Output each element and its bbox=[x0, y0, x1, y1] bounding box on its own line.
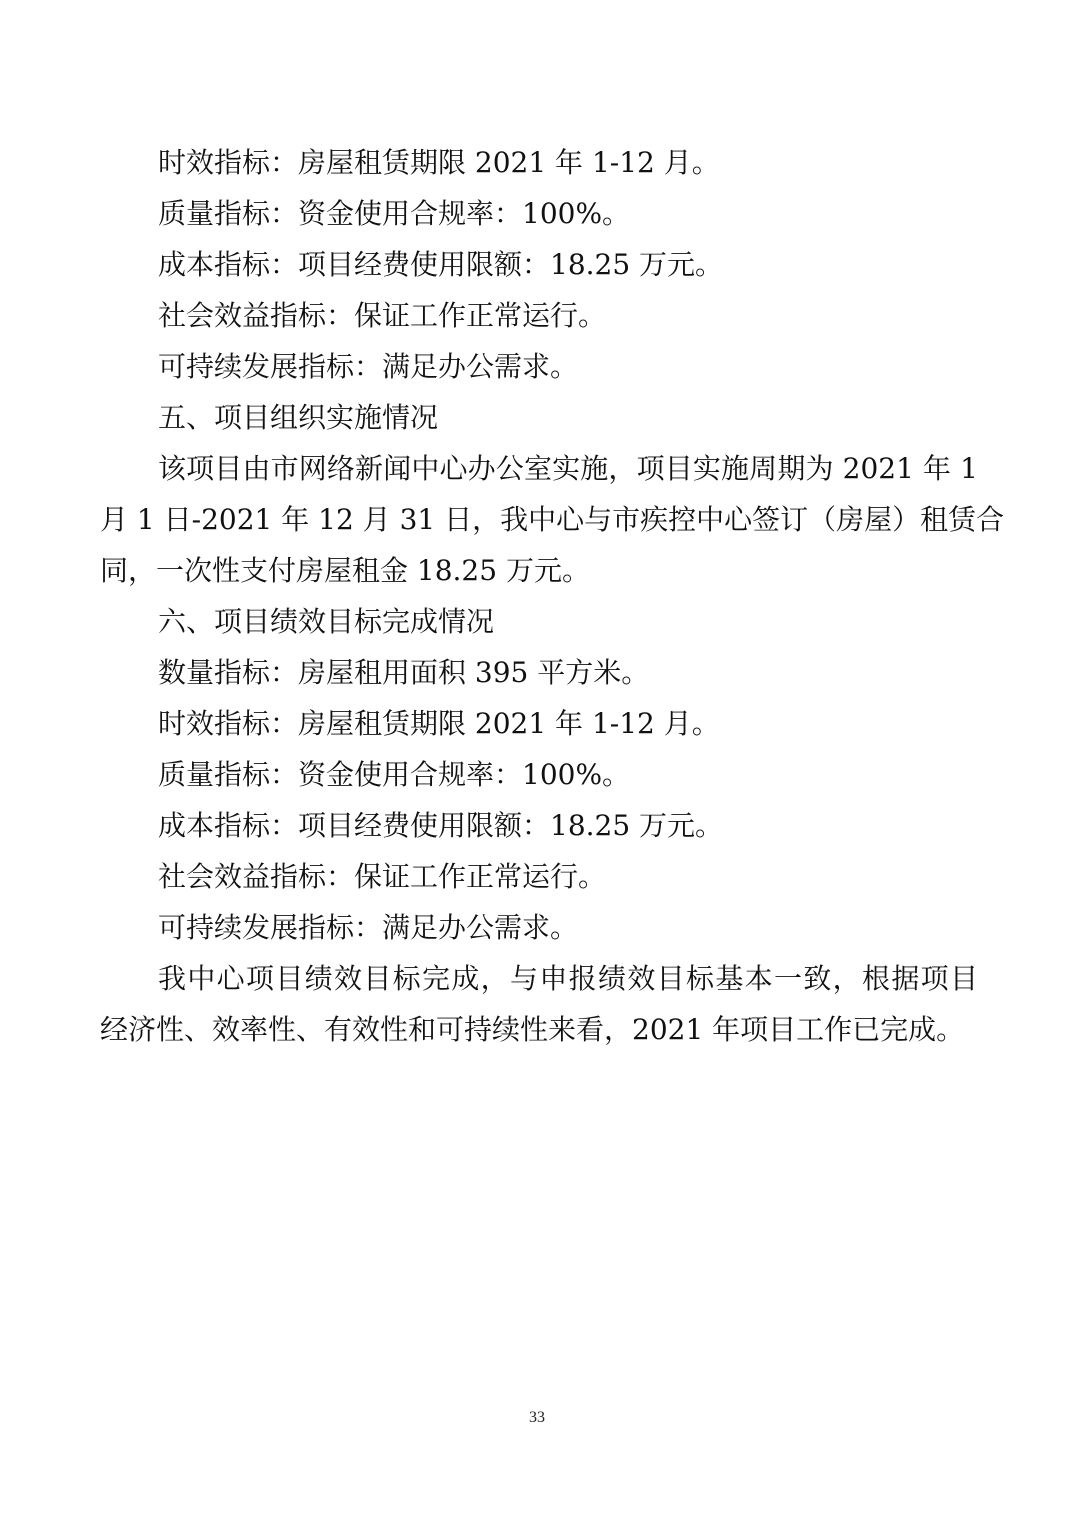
text-line: 数量指标：房屋租用面积 395 平方米。 bbox=[158, 656, 650, 689]
text-line: 可持续发展指标：满足办公需求。 bbox=[158, 911, 579, 944]
text-line: 成本指标：项目经费使用限额：18.25 万元。 bbox=[158, 809, 724, 842]
section-heading: 六、项目绩效目标完成情况 bbox=[158, 605, 495, 638]
text-line: 时效指标：房屋租赁期限 2021 年 1-12 月。 bbox=[158, 707, 720, 740]
text-line: 社会效益指标：保证工作正常运行。 bbox=[158, 860, 607, 893]
section-heading: 五、项目组织实施情况 bbox=[158, 401, 439, 434]
text-line: 社会效益指标：保证工作正常运行。 bbox=[158, 299, 607, 332]
text-line: 时效指标：房屋租赁期限 2021 年 1-12 月。 bbox=[158, 146, 720, 179]
text-line: 我中心项目绩效目标完成，与申报绩效目标基本一致，根据项目 bbox=[158, 962, 978, 995]
text-line: 经济性、效率性、有效性和可持续性来看，2021 年项目工作已完成。 bbox=[100, 1013, 965, 1046]
text-line: 成本指标：项目经费使用限额：18.25 万元。 bbox=[158, 248, 724, 281]
text-line: 质量指标：资金使用合规率：100%。 bbox=[158, 758, 631, 791]
document-body bbox=[100, 137, 1005, 1055]
text-line: 质量指标：资金使用合规率：100%。 bbox=[158, 197, 631, 230]
text-line: 可持续发展指标：满足办公需求。 bbox=[158, 350, 579, 383]
text-line: 同，一次性支付房屋租金 18.25 万元。 bbox=[100, 554, 590, 587]
text-line: 该项目由市网络新闻中心办公室实施，项目实施周期为 2021 年 1 bbox=[158, 452, 978, 485]
text-line: 月 1 日-2021 年 12 月 31 日，我中心与市疾控中心签订（房屋）租赁合 bbox=[100, 503, 1005, 536]
page-number: 33 bbox=[529, 1409, 545, 1426]
